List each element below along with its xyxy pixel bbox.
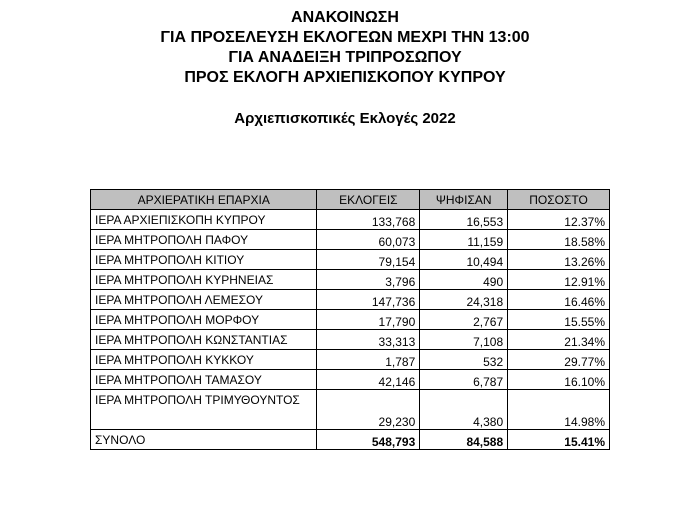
diocese-cell: ΙΕΡΑ ΜΗΤΡΟΠΟΛΗ ΜΟΡΦΟΥ [91, 310, 317, 330]
subtitle: Αρχιεπισκοπικές Εκλογές 2022 [234, 110, 456, 127]
header-percentage: ΠΟΣΟΣΤΟ [508, 190, 610, 210]
table-row [91, 230, 610, 250]
header-electors: ΕΚΛΟΓΕΙΣ [317, 190, 420, 210]
electors-cell: 29,230 [317, 390, 420, 430]
table-row [91, 270, 610, 290]
table-row [91, 210, 610, 230]
electors-cell: 60,073 [317, 230, 420, 250]
table-row [91, 330, 610, 350]
electors-cell: 79,154 [317, 250, 420, 270]
diocese-cell: ΙΕΡΑ ΜΗΤΡΟΠΟΛΗ ΤΡΙΜΥΘΟΥΝΤΟΣ [91, 390, 317, 430]
electors-cell: 147,736 [317, 290, 420, 310]
electors-cell: 17,790 [317, 310, 420, 330]
diocese-cell: ΙΕΡΑ ΜΗΤΡΟΠΟΛΗ ΚΥΡΗΝΕΙΑΣ [91, 270, 317, 290]
turnout-table [90, 189, 610, 450]
voted-cell: 4,380 [420, 390, 508, 430]
diocese-cell: ΙΕΡΑ ΜΗΤΡΟΠΟΛΗ ΠΑΦΟΥ [91, 230, 317, 250]
diocese-cell: ΙΕΡΑ ΜΗΤΡΟΠΟΛΗ ΚΥΚΚΟΥ [91, 350, 317, 370]
percentage-cell: 15.55% [508, 310, 610, 330]
percentage-cell: 12.37% [508, 210, 610, 230]
voted-cell: 7,108 [420, 330, 508, 350]
percentage-cell: 14.98% [508, 390, 610, 430]
percentage-cell: 12.91% [508, 270, 610, 290]
announcement-heading [0, 8, 690, 88]
total-voted: 84,588 [420, 430, 508, 450]
table-row [91, 370, 610, 390]
table-row [91, 390, 610, 430]
header-diocese: ΑΡΧΙΕΡΑΤΙΚΗ ΕΠΑΡΧΙΑ [91, 190, 317, 210]
table-row [91, 350, 610, 370]
electors-cell: 3,796 [317, 270, 420, 290]
electors-cell: 33,313 [317, 330, 420, 350]
table-row [91, 310, 610, 330]
diocese-cell: ΙΕΡΑ ΑΡΧΙΕΠΙΣΚΟΠΗ ΚΥΠΡΟΥ [91, 210, 317, 230]
electors-cell: 1,787 [317, 350, 420, 370]
heading-line-3: ΓΙΑ ΑΝΑΔΕΙΞΗ ΤΡΙΠΡΟΣΩΠΟΥ [228, 49, 462, 66]
voted-cell: 16,553 [420, 210, 508, 230]
table-total-row [91, 430, 610, 450]
diocese-cell: ΙΕΡΑ ΜΗΤΡΟΠΟΛΗ ΚΩΝΣΤΑΝΤΙΑΣ [91, 330, 317, 350]
heading-line-4: ΠΡΟΣ ΕΚΛΟΓΗ ΑΡΧΙΕΠΙΣΚΟΠΟΥ ΚΥΠΡΟΥ [184, 69, 506, 86]
percentage-cell: 18.58% [508, 230, 610, 250]
percentage-cell: 16.10% [508, 370, 610, 390]
percentage-cell: 13.26% [508, 250, 610, 270]
percentage-cell: 21.34% [508, 330, 610, 350]
table-row [91, 290, 610, 310]
heading-line-2: ΓΙΑ ΠΡΟΣΕΛΕΥΣΗ ΕΚΛΟΓΕΩΝ ΜΕΧΡΙ ΤΗΝ 13:00 [160, 29, 530, 46]
total-percentage: 15.41% [508, 430, 610, 450]
voted-cell: 10,494 [420, 250, 508, 270]
diocese-cell: ΙΕΡΑ ΜΗΤΡΟΠΟΛΗ ΚΙΤΙΟΥ [91, 250, 317, 270]
electors-cell: 133,768 [317, 210, 420, 230]
table-header-row [91, 190, 610, 210]
header-voted: ΨΗΦΙΣΑΝ [420, 190, 508, 210]
voted-cell: 2,767 [420, 310, 508, 330]
voted-cell: 532 [420, 350, 508, 370]
heading-line-1: ΑΝΑΚΟΙΝΩΣΗ [291, 9, 399, 26]
voted-cell: 490 [420, 270, 508, 290]
voted-cell: 24,318 [420, 290, 508, 310]
voted-cell: 6,787 [420, 370, 508, 390]
table-row [91, 250, 610, 270]
diocese-cell: ΙΕΡΑ ΜΗΤΡΟΠΟΛΗ ΤΑΜΑΣΟΥ [91, 370, 317, 390]
percentage-cell: 16.46% [508, 290, 610, 310]
electors-cell: 42,146 [317, 370, 420, 390]
percentage-cell: 29.77% [508, 350, 610, 370]
total-label: ΣΥΝΟΛΟ [91, 430, 317, 450]
total-electors: 548,793 [317, 430, 420, 450]
diocese-cell: ΙΕΡΑ ΜΗΤΡΟΠΟΛΗ ΛΕΜΕΣΟΥ [91, 290, 317, 310]
voted-cell: 11,159 [420, 230, 508, 250]
